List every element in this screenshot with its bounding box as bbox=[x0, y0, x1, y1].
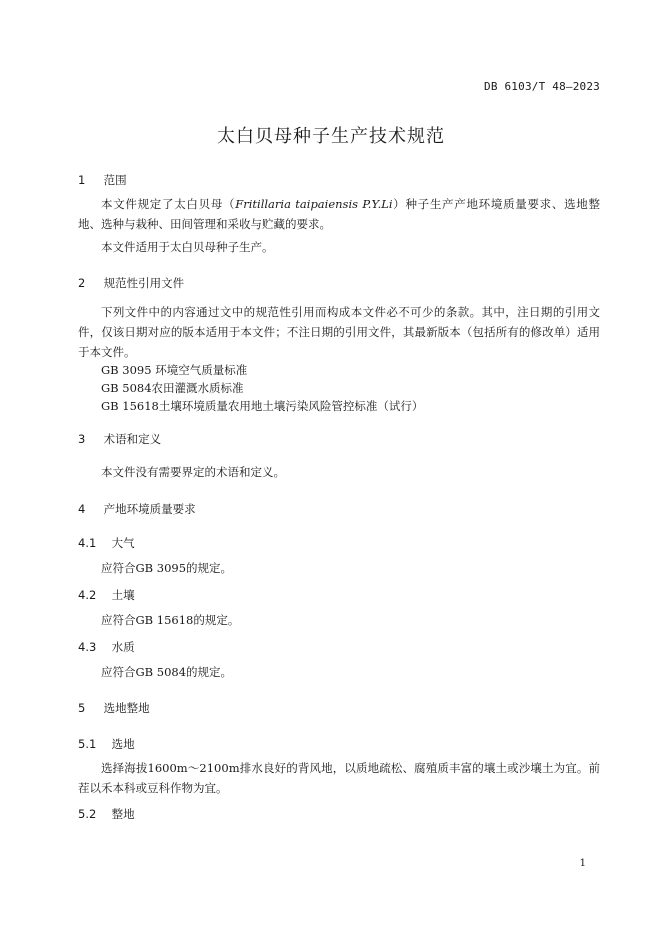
section-2-paragraph: 下列文件中的内容通过文中的规范性引用而构成本文件必不可少的条款。其中，注日期的引用文件，仅该日期对应的版本适用于本文件；不注日期的引用文件，其最新版本（包括所有的修改单）适用于本文件。 bbox=[78, 305, 600, 359]
section-2-heading bbox=[78, 275, 184, 291]
subsection-4-1-heading bbox=[78, 535, 135, 551]
section-title: 选地整地 bbox=[103, 701, 150, 715]
section-number: 3 bbox=[78, 432, 86, 446]
section-number: 2 bbox=[78, 276, 86, 290]
section-title: 术语和定义 bbox=[103, 432, 162, 446]
subsection-5-1-heading bbox=[78, 736, 135, 752]
section-title: 规范性引用文件 bbox=[103, 276, 185, 290]
section-1-paragraph-1 bbox=[78, 194, 600, 234]
section-title: 范围 bbox=[103, 173, 127, 187]
section-1-paragraph-2: 本文件适用于太白贝母种子生产。 bbox=[101, 240, 274, 254]
subsection-4-1-text: 应符合GB 3095的规定。 bbox=[101, 561, 233, 575]
subsection-number: 4.2 bbox=[78, 588, 97, 602]
reference-item: GB 5084农田灌溉水质标准 bbox=[101, 381, 244, 395]
subsection-4-2-text: 应符合GB 15618的规定。 bbox=[101, 613, 240, 627]
section-3-paragraph: 本文件没有需要界定的术语和定义。 bbox=[101, 465, 285, 479]
section-number: 1 bbox=[78, 173, 86, 187]
subsection-5-2-heading bbox=[78, 806, 135, 822]
section-title: 产地环境质量要求 bbox=[103, 502, 196, 516]
subsection-4-3-text: 应符合GB 5084的规定。 bbox=[101, 665, 233, 679]
subsection-title: 大气 bbox=[111, 536, 135, 550]
section-number: 5 bbox=[78, 701, 86, 715]
section-1-heading bbox=[78, 172, 127, 188]
section-4-heading bbox=[78, 501, 196, 517]
subsection-title: 土壤 bbox=[111, 588, 135, 602]
text-fragment: ）种子生产产地环境质量要求、选地整地、选种与栽种、田间管理和采收与贮藏的要求。 bbox=[78, 197, 600, 231]
reference-item: GB 3095 环境空气质量标准 bbox=[101, 363, 248, 377]
standard-code: DB 6103/T 48—2023 bbox=[484, 80, 600, 93]
subsection-4-2-heading bbox=[78, 587, 135, 603]
text-fragment: 本文件规定了太白贝母（ bbox=[101, 197, 236, 211]
section-5-heading bbox=[78, 700, 150, 716]
document-title: 太白贝母种子生产技术规范 bbox=[217, 126, 445, 148]
section-3-heading bbox=[78, 431, 161, 447]
subsection-number: 5.1 bbox=[78, 737, 97, 751]
page-number: 1 bbox=[579, 858, 586, 869]
reference-item: GB 15618土壤环境质量农用地土壤污染风险管控标准（试行） bbox=[101, 399, 424, 413]
subsection-5-1-text: 选择海拔1600m～2100m排水良好的背风地，以质地疏松、腐殖质丰富的壤土或沙壤土为宜。前茬以禾本科或豆科作物为宜。 bbox=[78, 761, 600, 795]
subsection-number: 4.1 bbox=[78, 536, 97, 550]
latin-name: Fritillaria taipaiensis P.Y.Li bbox=[235, 197, 393, 211]
subsection-number: 5.2 bbox=[78, 807, 97, 821]
subsection-4-3-heading bbox=[78, 639, 135, 655]
section-number: 4 bbox=[78, 502, 86, 516]
subsection-title: 选地 bbox=[111, 737, 135, 751]
subsection-title: 水质 bbox=[111, 640, 135, 654]
subsection-title: 整地 bbox=[111, 807, 135, 821]
subsection-number: 4.3 bbox=[78, 640, 97, 654]
